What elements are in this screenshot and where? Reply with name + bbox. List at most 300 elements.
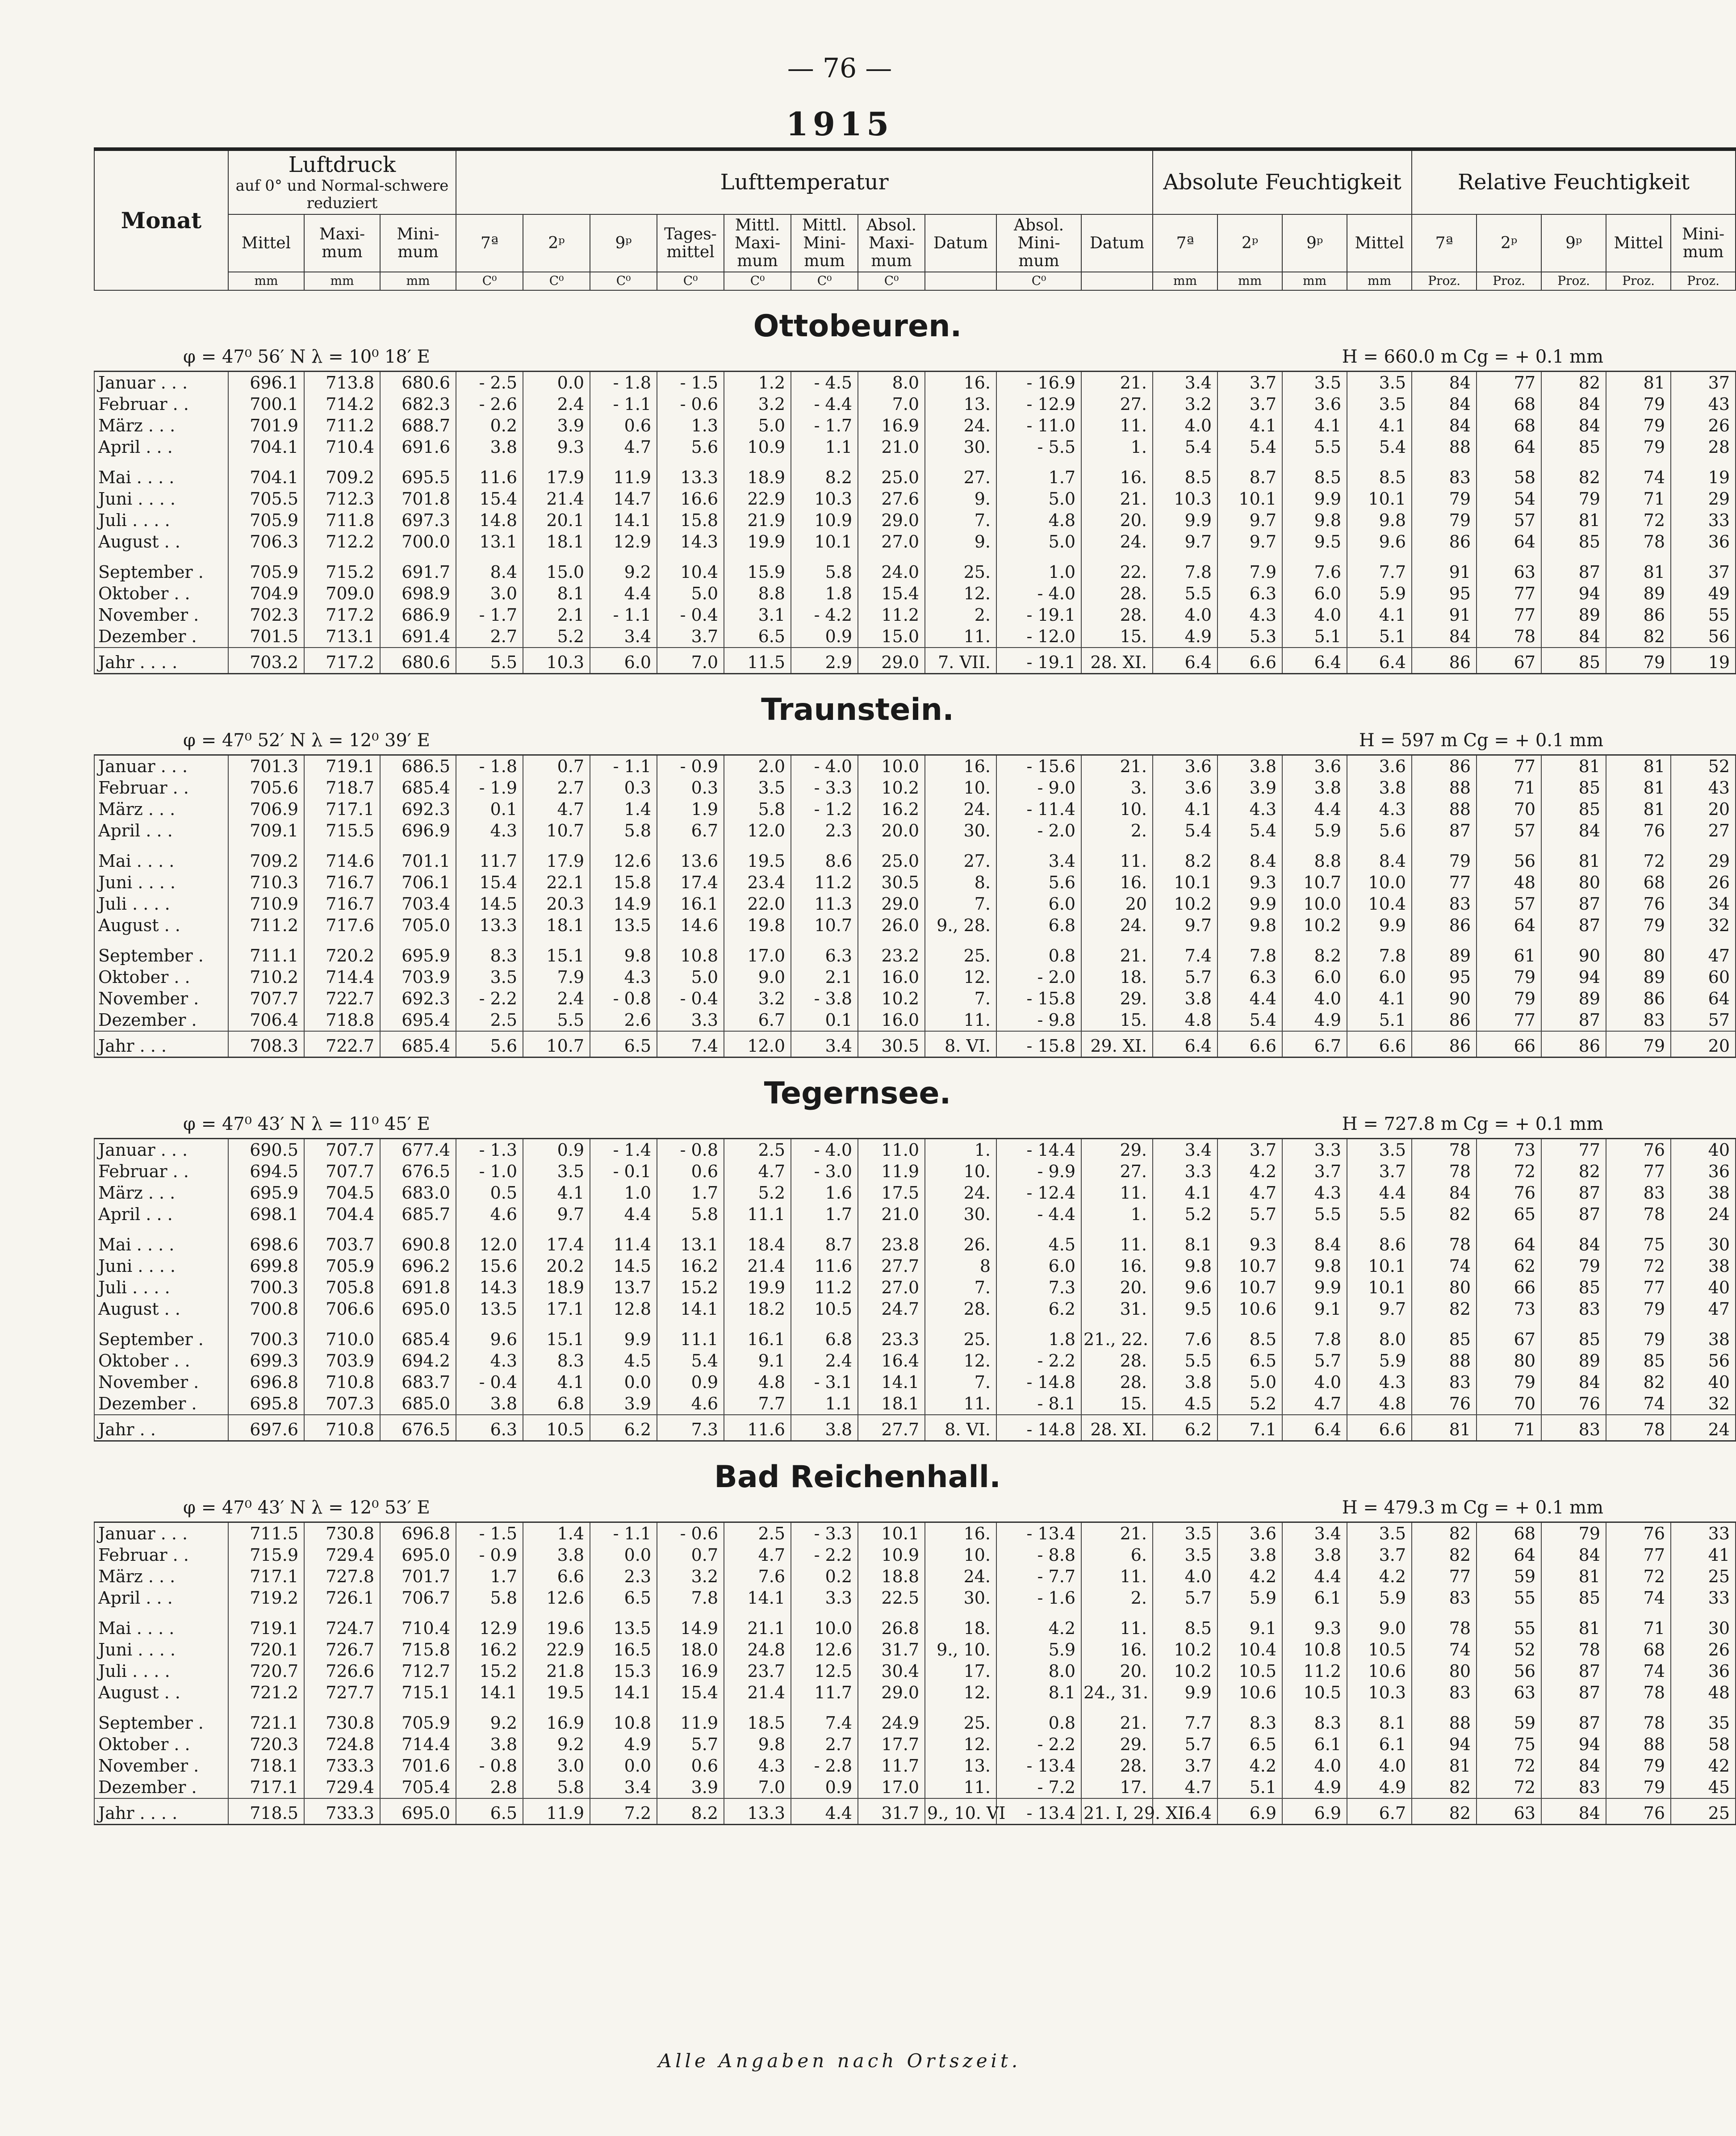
month-label: April . . . — [94, 1587, 228, 1609]
table-cell: 6.6 — [1347, 1031, 1412, 1058]
table-cell: 4.5 — [1153, 1393, 1217, 1415]
table-cell: 26.0 — [858, 915, 925, 936]
table-cell: 3.0 — [523, 1755, 590, 1777]
table-cell: 3.8 — [1282, 1544, 1347, 1566]
month-label: Februar . . — [94, 1544, 228, 1566]
table-cell: 7. VII. — [925, 648, 996, 674]
table-cell: - 1.1 — [590, 604, 657, 626]
table-cell: 5.7 — [1282, 1350, 1347, 1371]
table-cell: 16.2 — [858, 798, 925, 820]
table-cell: 5.7 — [1217, 1204, 1282, 1225]
table-cell: 5.4 — [1347, 436, 1412, 458]
table-cell: 76 — [1606, 820, 1671, 841]
table-cell: 733.3 — [304, 1798, 380, 1825]
table-cell: 726.7 — [304, 1639, 380, 1660]
table-cell: - 5.5 — [996, 436, 1081, 458]
table-cell: 80 — [1541, 872, 1606, 893]
table-cell: 13.5 — [590, 1609, 657, 1639]
table-cell: 4.8 — [724, 1371, 791, 1393]
table-cell: 21. — [1081, 936, 1153, 966]
table-cell: 14.9 — [657, 1609, 724, 1639]
table-cell: 733.3 — [304, 1755, 380, 1777]
month-label: Dezember . — [94, 1009, 228, 1031]
table-cell: 28. — [1081, 1371, 1153, 1393]
month-label: Juni . . . . — [94, 488, 228, 510]
month-label: Januar . . . — [94, 1138, 228, 1161]
table-cell: 9.6 — [456, 1320, 523, 1350]
table-cell: 3.8 — [1347, 777, 1412, 798]
table-cell: - 2.2 — [996, 1734, 1081, 1755]
table-cell: 79 — [1606, 1031, 1671, 1058]
table-cell: 78 — [1477, 626, 1541, 648]
table-cell: 18.1 — [523, 531, 590, 552]
table-cell: 7.6 — [1282, 552, 1347, 583]
month-label: Juni . . . . — [94, 1639, 228, 1660]
table-cell: 86 — [1412, 531, 1477, 552]
table-cell: 87 — [1541, 552, 1606, 583]
table-cell: - 1.0 — [456, 1161, 523, 1182]
table-cell: 5.2 — [1153, 1204, 1217, 1225]
table-cell: 3.5 — [724, 777, 791, 798]
table-cell: 72 — [1606, 510, 1671, 531]
table-cell: - 14.8 — [996, 1415, 1081, 1441]
table-cell: 79 — [1412, 510, 1477, 531]
col-header: 2ᵖ — [523, 214, 590, 272]
table-cell: 18. — [925, 1609, 996, 1639]
table-cell: 0.1 — [791, 1009, 858, 1031]
table-cell: 2.1 — [523, 604, 590, 626]
table-cell: 7.4 — [791, 1703, 858, 1734]
table-row — [94, 415, 1736, 436]
table-cell: 695.0 — [380, 1544, 456, 1566]
table-cell: 16.0 — [858, 966, 925, 988]
table-cell: 74 — [1606, 1393, 1671, 1415]
table-cell: 3.5 — [523, 1161, 590, 1182]
table-cell: 13. — [925, 1755, 996, 1777]
table-cell: 15.4 — [657, 1682, 724, 1703]
table-cell: 5.9 — [1347, 583, 1412, 604]
table-cell: 6.7 — [1282, 1031, 1347, 1058]
relative-feuchtigkeit-header: Relative Feuchtigkeit — [1412, 149, 1736, 214]
table-cell: 17.4 — [523, 1225, 590, 1255]
table-cell: 7.0 — [657, 648, 724, 674]
table-cell: 60 — [1671, 966, 1736, 988]
table-cell: 3.7 — [1282, 1161, 1347, 1182]
table-cell: 79 — [1606, 436, 1671, 458]
table-cell: 16.0 — [858, 1009, 925, 1031]
table-cell: 6.5 — [1217, 1734, 1282, 1755]
table-cell: 11. — [925, 1009, 996, 1031]
table-cell: 10.1 — [858, 1522, 925, 1544]
table-cell: - 4.0 — [791, 1138, 858, 1161]
table-cell: 28. XI. — [1081, 648, 1153, 674]
table-cell: 87 — [1541, 893, 1606, 915]
table-cell: 6.2 — [590, 1415, 657, 1441]
table-cell: 1.0 — [996, 552, 1081, 583]
station-block — [94, 1459, 1730, 1825]
table-cell: 9.8 — [1347, 510, 1412, 531]
table-cell: 9.0 — [724, 966, 791, 988]
table-cell: 17.4 — [657, 872, 724, 893]
table-cell: 14.5 — [590, 1255, 657, 1277]
table-cell: 76 — [1606, 1798, 1671, 1825]
table-cell: 19.9 — [724, 1277, 791, 1298]
table-row — [94, 1777, 1736, 1798]
table-cell: 700.3 — [228, 1277, 304, 1298]
table-cell: 696.1 — [228, 371, 304, 393]
table-cell: 6.0 — [1347, 966, 1412, 988]
table-cell: 79 — [1412, 841, 1477, 872]
table-cell: 29. — [1081, 1734, 1153, 1755]
table-cell: - 14.4 — [996, 1138, 1081, 1161]
table-cell: 72 — [1477, 1755, 1541, 1777]
month-label: Jahr . . . — [94, 1031, 228, 1058]
table-cell: 34 — [1671, 893, 1736, 915]
table-cell: 5.0 — [657, 583, 724, 604]
table-cell: 65 — [1477, 1204, 1541, 1225]
month-label: Jahr . . — [94, 1415, 228, 1441]
table-cell: 70 — [1477, 798, 1541, 820]
table-cell: 21. — [1081, 488, 1153, 510]
table-cell: 47 — [1671, 1298, 1736, 1320]
unit-label: C⁰ — [657, 272, 724, 290]
table-cell: 82 — [1541, 458, 1606, 488]
table-cell: 68 — [1606, 1639, 1671, 1660]
col-header: Mittel — [228, 214, 304, 272]
table-cell: 23.8 — [858, 1225, 925, 1255]
table-cell: 3.4 — [1282, 1522, 1347, 1544]
table-cell: 4.2 — [1217, 1161, 1282, 1182]
table-cell: 89 — [1412, 936, 1477, 966]
table-cell: 707.3 — [304, 1393, 380, 1415]
station-name: Traunstein. — [761, 692, 954, 727]
table-cell: 89 — [1541, 1350, 1606, 1371]
table-cell: 14.5 — [456, 893, 523, 915]
table-cell: 5.7 — [1153, 1734, 1217, 1755]
table-cell: 36 — [1671, 1660, 1736, 1682]
table-cell: 0.3 — [590, 777, 657, 798]
table-cell: 42 — [1671, 1755, 1736, 1777]
table-cell: 30.4 — [858, 1660, 925, 1682]
table-cell: 9.7 — [1153, 531, 1217, 552]
table-cell: 81 — [1606, 798, 1671, 820]
table-cell: 87 — [1541, 1009, 1606, 1031]
table-cell: 8. VI. — [925, 1031, 996, 1058]
table-row — [94, 604, 1736, 626]
table-cell: - 1.1 — [590, 393, 657, 415]
table-cell: 6.3 — [1217, 583, 1282, 604]
table-cell: 730.8 — [304, 1703, 380, 1734]
table-cell: 3.5 — [1282, 371, 1347, 393]
table-cell: 27.0 — [858, 1277, 925, 1298]
table-cell: 10. — [925, 1544, 996, 1566]
table-cell: 79 — [1477, 988, 1541, 1009]
table-cell: 27. — [1081, 1161, 1153, 1182]
table-cell: - 14.8 — [996, 1371, 1081, 1393]
table-cell: 24 — [1671, 1415, 1736, 1441]
table-cell: 704.5 — [304, 1182, 380, 1204]
month-label: Oktober . . — [94, 1734, 228, 1755]
table-cell: 6.8 — [523, 1393, 590, 1415]
month-label: Oktober . . — [94, 966, 228, 988]
table-cell: 13.3 — [657, 458, 724, 488]
month-label: September . — [94, 552, 228, 583]
table-cell: 11. — [925, 1393, 996, 1415]
table-cell: 696.2 — [380, 1255, 456, 1277]
table-cell: 3.7 — [1347, 1544, 1412, 1566]
table-cell: 83 — [1541, 1777, 1606, 1798]
col-header: 9ᵖ — [1282, 214, 1347, 272]
table-cell: 3.3 — [791, 1587, 858, 1609]
table-cell: 12.9 — [456, 1609, 523, 1639]
table-cell: 4.1 — [1282, 415, 1347, 436]
table-cell: 714.4 — [304, 966, 380, 988]
table-cell: 9.7 — [1347, 1298, 1412, 1320]
table-cell: 0.0 — [590, 1544, 657, 1566]
table-row — [94, 1277, 1736, 1298]
table-cell: 31.7 — [858, 1798, 925, 1825]
unit-label — [925, 272, 996, 290]
table-cell: 4.9 — [1282, 1009, 1347, 1031]
table-cell: 74 — [1606, 458, 1671, 488]
table-cell: 63 — [1477, 1798, 1541, 1825]
table-cell: 4.1 — [1347, 415, 1412, 436]
table-cell: - 1.2 — [791, 798, 858, 820]
table-cell: 5.7 — [1153, 966, 1217, 988]
table-cell: 13.5 — [456, 1298, 523, 1320]
table-cell: - 13.4 — [996, 1522, 1081, 1544]
table-cell: 82 — [1606, 1371, 1671, 1393]
table-cell: 19.5 — [724, 841, 791, 872]
table-cell: 73 — [1477, 1138, 1541, 1161]
table-cell: 41 — [1671, 1544, 1736, 1566]
table-cell: 84 — [1412, 371, 1477, 393]
table-cell: 3.8 — [523, 1544, 590, 1566]
table-cell: 21. — [1081, 371, 1153, 393]
table-cell: 717.2 — [304, 648, 380, 674]
month-label: August . . — [94, 915, 228, 936]
table-cell: 11.2 — [1282, 1660, 1347, 1682]
table-cell: 29. — [1081, 988, 1153, 1009]
table-cell: 8.1 — [1153, 1225, 1217, 1255]
table-cell: 12.0 — [456, 1225, 523, 1255]
table-cell: 0.7 — [523, 755, 590, 777]
unit-label: Proz. — [1606, 272, 1671, 290]
table-cell: 19 — [1671, 458, 1736, 488]
table-cell: 82 — [1412, 1544, 1477, 1566]
table-cell: 82 — [1541, 1161, 1606, 1182]
table-cell: 3.8 — [1217, 1544, 1282, 1566]
table-cell: 16.6 — [657, 488, 724, 510]
table-cell: 1. — [1081, 436, 1153, 458]
table-cell: 709.1 — [228, 820, 304, 841]
table-cell: 11. — [925, 1777, 996, 1798]
table-cell: 4.3 — [1217, 604, 1282, 626]
table-cell: 74 — [1606, 1587, 1671, 1609]
station-meta — [94, 1497, 1621, 1522]
table-cell: 4.3 — [456, 820, 523, 841]
table-cell: 14.3 — [657, 531, 724, 552]
table-cell: 11.3 — [791, 893, 858, 915]
table-cell: 9.8 — [590, 936, 657, 966]
table-cell: 11.6 — [724, 1415, 791, 1441]
table-cell: 7.7 — [1347, 552, 1412, 583]
table-cell: 5.2 — [724, 1182, 791, 1204]
table-cell: 721.1 — [228, 1703, 304, 1734]
table-cell: 6.4 — [1153, 648, 1217, 674]
table-cell: 704.9 — [228, 583, 304, 604]
table-cell: 72 — [1606, 1566, 1671, 1587]
table-cell: 68 — [1477, 1522, 1541, 1544]
table-cell: 705.9 — [304, 1255, 380, 1277]
table-cell: 7.3 — [657, 1415, 724, 1441]
table-cell: 676.5 — [380, 1161, 456, 1182]
table-cell: 9.1 — [724, 1350, 791, 1371]
month-label: April . . . — [94, 1204, 228, 1225]
table-cell: 4.2 — [1217, 1566, 1282, 1587]
table-cell: 33 — [1671, 1522, 1736, 1544]
table-cell: 86 — [1412, 915, 1477, 936]
table-cell: 20.1 — [523, 510, 590, 531]
table-cell: 9.8 — [1217, 915, 1282, 936]
table-cell: 5.5 — [1153, 583, 1217, 604]
table-cell: 20.0 — [858, 820, 925, 841]
table-cell: 7.7 — [724, 1393, 791, 1415]
table-cell: 5.0 — [657, 966, 724, 988]
table-cell: - 3.3 — [791, 1522, 858, 1544]
table-cell: 2.9 — [791, 648, 858, 674]
footer-note: Alle Angaben nach Ortszeit. — [658, 2050, 1021, 2072]
table-cell: 10. — [925, 777, 996, 798]
table-cell: 9.3 — [1217, 1225, 1282, 1255]
table-cell: 9.5 — [1282, 531, 1347, 552]
table-cell: 686.9 — [380, 604, 456, 626]
table-cell: 717.1 — [304, 798, 380, 820]
table-cell: 85 — [1541, 1277, 1606, 1298]
table-cell: 5.8 — [791, 552, 858, 583]
table-cell: 7.9 — [1217, 552, 1282, 583]
table-cell: 710.8 — [304, 1371, 380, 1393]
table-row — [94, 488, 1736, 510]
table-cell: 5.9 — [1347, 1350, 1412, 1371]
table-cell: 710.3 — [228, 872, 304, 893]
table-cell: 84 — [1412, 393, 1477, 415]
table-cell: 0.1 — [456, 798, 523, 820]
table-cell: 77 — [1606, 1544, 1671, 1566]
table-cell: 13.1 — [657, 1225, 724, 1255]
table-cell: 78 — [1412, 1161, 1477, 1182]
table-cell: 677.4 — [380, 1138, 456, 1161]
page-number: — 76 — — [787, 53, 892, 84]
table-cell: 8. VI. — [925, 1415, 996, 1441]
table-cell: 714.2 — [304, 393, 380, 415]
table-cell: 29. XI. — [1081, 1031, 1153, 1058]
col-header: 9ᵖ — [590, 214, 657, 272]
table-cell: 8.5 — [1347, 458, 1412, 488]
table-cell: 22.0 — [724, 893, 791, 915]
table-cell: 705.8 — [304, 1277, 380, 1298]
table-cell: - 1.7 — [791, 415, 858, 436]
table-cell: 78 — [1412, 1225, 1477, 1255]
table-cell: 27 — [1671, 820, 1736, 841]
table-cell: 711.5 — [228, 1522, 304, 1544]
table-cell: 83 — [1606, 1009, 1671, 1031]
table-row — [94, 1350, 1736, 1371]
table-cell: 3.6 — [1153, 755, 1217, 777]
table-cell: 72 — [1606, 1255, 1671, 1277]
table-cell: 710.2 — [228, 966, 304, 988]
table-cell: 16.9 — [858, 415, 925, 436]
table-cell: 10.4 — [657, 552, 724, 583]
table-cell: 21.8 — [523, 1660, 590, 1682]
table-cell: 1.9 — [657, 798, 724, 820]
table-cell: 15.8 — [590, 872, 657, 893]
table-cell: 8.3 — [523, 1350, 590, 1371]
table-cell: 1.0 — [590, 1182, 657, 1204]
table-cell: - 3.1 — [791, 1371, 858, 1393]
table-cell: 6.6 — [1217, 648, 1282, 674]
table-cell: 88 — [1412, 436, 1477, 458]
month-label: Juli . . . . — [94, 893, 228, 915]
table-cell: 6.9 — [1217, 1798, 1282, 1825]
table-cell: 16.2 — [456, 1639, 523, 1660]
table-cell: 84 — [1541, 820, 1606, 841]
unit-label: C⁰ — [523, 272, 590, 290]
table-cell: 5.9 — [1347, 1587, 1412, 1609]
table-cell: 3.7 — [657, 626, 724, 648]
table-cell: - 3.3 — [791, 777, 858, 798]
table-cell: 72 — [1477, 1161, 1541, 1182]
table-cell: 21.1 — [724, 1609, 791, 1639]
table-cell: 3.1 — [724, 604, 791, 626]
table-cell: 11.4 — [590, 1225, 657, 1255]
table-cell: 719.1 — [228, 1609, 304, 1639]
table-cell: 30. — [925, 436, 996, 458]
table-cell: 85 — [1541, 531, 1606, 552]
col-header: 9ᵖ — [1541, 214, 1606, 272]
table-row — [94, 1161, 1736, 1182]
table-cell: - 13.4 — [996, 1798, 1081, 1825]
station-height: H = 597 m Cg = + 0.1 mm — [1359, 730, 1603, 751]
table-cell: 16.1 — [657, 893, 724, 915]
table-cell: 11.2 — [791, 1277, 858, 1298]
table-cell: 6.0 — [996, 893, 1081, 915]
table-cell: 24.9 — [858, 1703, 925, 1734]
table-cell: 14.1 — [657, 1298, 724, 1320]
table-cell: 6.6 — [1347, 1415, 1412, 1441]
table-row — [94, 820, 1736, 841]
table-cell: 85 — [1541, 1320, 1606, 1350]
table-cell: 703.4 — [380, 893, 456, 915]
table-row — [94, 1703, 1736, 1734]
table-cell: 6.1 — [1282, 1734, 1347, 1755]
table-cell: 18.1 — [523, 915, 590, 936]
table-cell: 26.8 — [858, 1609, 925, 1639]
table-cell: 7.1 — [1217, 1415, 1282, 1441]
table-cell: - 3.0 — [791, 1161, 858, 1182]
table-cell: 9.9 — [1347, 915, 1412, 936]
table-cell: 697.6 — [228, 1415, 304, 1441]
table-cell: 27. — [925, 458, 996, 488]
table-cell: 33 — [1671, 1587, 1736, 1609]
table-cell: 6.7 — [1347, 1798, 1412, 1825]
table-cell: 3.5 — [1347, 393, 1412, 415]
table-cell: 10.7 — [1282, 872, 1347, 893]
table-cell: 56 — [1671, 1350, 1736, 1371]
table-cell: 77 — [1477, 755, 1541, 777]
table-cell: 76 — [1541, 1393, 1606, 1415]
table-cell: 704.1 — [228, 458, 304, 488]
